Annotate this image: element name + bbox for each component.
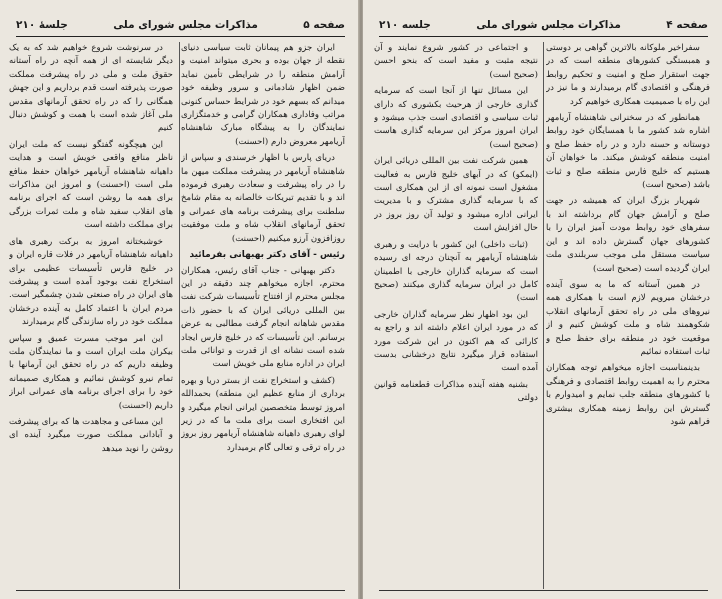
paragraph: دریای پارس با اظهار خرسندی و سپاس از شاهنشاه آریامهر در پیشرفت مملکت میهن ما را در راه پیشرفت و سعادت رهبری فرموده اند و با تقدیم تبریکات خالصانه به مقام شامخ سلطنت برای پیشرفت برنامه های عمرانی و تحقق آرمانهای انقلاب شاه و ملت موفقیت روزافزون آرزو میکنیم (احسنت) bbox=[181, 153, 345, 244]
column-divider bbox=[543, 42, 544, 589]
bottom-rule bbox=[16, 590, 345, 591]
paragraph: در سرنوشت شروع خواهیم شد که به یک دیگر شایسته ای از همه آنچه در راه آستانه حقوق ملت و ملی در راه پیشرفت مملکت صورت پذیرفته است قدم برداریم و این جهش همگانی را که در راه تحقق آرمانهای مقدس ملی آغاز شده است با همت و کوشش دنبال کنیم bbox=[9, 43, 173, 134]
paragraph: بشنیه هفته آینده مذاکرات قطعنامه قوانین دولتی bbox=[374, 379, 538, 404]
paragraph: این امر موجب مسرت عمیق و سپاس بیکران ملت ایران است و ما نمایندگان ملت وظیفه داریم که در راه تحقق این آرمانها با تمام نیرو کوشش نمائیم و همکاری صمیمانه خود را برای اجرای برنامه های عمرانی ابراز داریم (احسنت) bbox=[9, 333, 173, 411]
left-page-session: جلسهٔ ۲۱۰ bbox=[16, 19, 68, 31]
left-page bbox=[0, 0, 359, 599]
left-page-column-left bbox=[9, 42, 173, 591]
paragraph: شهریار بزرگ ایران که همیشه در جهت صلح و آرامش جهان گام برداشته اند با سفرهای خود روابط مودت آمیز ایران را با کشورهای جهان گسترش داده اند و این سیاست مستقل ملی موجب سربلندی ملت ایران گردیده است (صحیح است) bbox=[546, 196, 710, 274]
right-page-header bbox=[379, 14, 708, 37]
paragraph: این مسائل تنها از آنجا است که سرمایه گذاری خارجی از هرحیث بکشوری که دارای ثبات سیاسی و اقتصادی است جذب میشود و ایران امروز مرکز این سرمایه گذاری هاست (صحیح است) bbox=[374, 86, 538, 150]
right-page bbox=[363, 0, 722, 599]
paragraph: (کشف و استخراج نفت از بستر دریا و بهره برداری از منابع عظیم این منطقه) بحمدالله امروز توسط متخصصین ایرانی انجام میگیرد و این افتخاری است برای ملت ما که در زیر لوای رهبری داهیانه شاهنشاه آریامهر روز بروز در راه ترقی و تعالی گام برمیدارد bbox=[181, 375, 345, 453]
left-page-title: مذاکرات مجلس شورای ملی bbox=[113, 19, 258, 31]
paragraph: این بود اظهار نظر سرمایه گذاران خارجی که در مورد ایران اعلام داشته اند و راجع به کارائی که هم اکنون در این شرکت مورد استفاده قرار میگیرد نتایج درخشانی بدست آمده است bbox=[374, 309, 538, 374]
bottom-rule bbox=[379, 590, 708, 591]
paragraph: دکتر بهبهانی - جناب آقای رئیس، همکاران محترم، اجازه میخواهم چند دقیقه در این مجلس محترم از افتتاح تأسیسات شرکت نفت بین المللی دریائی ایران که با حضور ذات مقدس شاهانه انجام گرفت مطالبی به عرض برسانم. این تأسیسات که در خلیج فارس ایجاد شده است نشانه ای از قدرت و توانائی ملت ایران در اداره منابع ملی خویش است bbox=[181, 265, 345, 370]
paragraph: ایران جزو هم پیمانان ثابت سیاسی دنیای نقطه از جهان بوده و بحری میتواند امنیت و آرامش منطقه را در شرایطی تأمین نماید ضمن اظهار شادمانی و سرور وظیفه خود میدانم که بسهم خود در شرایط حساس کنونی مراتب وفاداری همکاران گرامی و خدمتگزاری نمایندگان را به پیشگاه مبارک شاهنشاه آریامهر معروض دارم (احسنت) bbox=[181, 43, 345, 147]
paragraph: این مساعی و مجاهدت ها که برای پیشرفت و آبادانی مملکت صورت میگیرد آینده ای روشن را نوید میدهد bbox=[9, 416, 173, 454]
paragraph: در همین آستانه که ما به سوی آینده درخشان میرویم لازم است با همکاری همه نیروهای ملی در راه تحقق آرمانهای انقلاب شکوهمند شاه و ملت کوشش کنیم و از موقعیت خود در منطقه برای حفظ صلح و ثبات استفاده نمائیم bbox=[546, 279, 710, 357]
left-page-number: صفحه ۵ bbox=[303, 19, 345, 31]
paragraph: همین شرکت نفت بین المللی دریائی ایران (ایمکو) که در آبهای خلیج فارس به فعالیت مشغول است نمونه ای از این همکاری است که با سرمایه گذاری مشترک و با مدیریت ایرانی اداره میشود و تولید آن روز بروز در حال افزایش است bbox=[374, 156, 538, 234]
paragraph: این هیچگونه گفتگو نیست که ملت ایران ناظر منافع واقعی خویش است و هدایت داهیانه شاهنشاه آریامهر خواهان حفظ منافع ملی است (احسنت) و امروز این مذاکرات برای همه ما روشن است که اجرای برنامه های انقلاب سفید شاه و ملت ثمرات بزرگی برای مملکت داشته است bbox=[9, 139, 173, 231]
left-page-column-right bbox=[181, 42, 345, 591]
speaker-line: رئیس - آقای دکتر بهبهانی بفرمائید bbox=[189, 250, 345, 261]
paragraph: همانطور که در سخنرانی شاهنشاه آریامهر اشاره شد کشور ما با همسایگان خود روابط دوستانه و حسنه دارد و در راه حفظ صلح و امنیت منطقه کوشش میکند. ما خواهان آن هستیم که خلیج فارس منطقه صلح و ثبات باشد (صحیح است) bbox=[546, 113, 710, 191]
right-page-column-right bbox=[546, 42, 710, 591]
paragraph: خوشبختانه امروز به برکت رهبری های داهیانه شاهنشاه آریامهر در فلات قاره ایران و در خلیج فارس تأسیسات عظیمی برای استخراج نفت بوجود آمده است و پیشرفت های ایران در راه صنعتی شدن چشمگیر است. مردم ایران با اعتماد کامل به آینده درخشان مملکت خود در راه سازندگی گام برمیدارند bbox=[9, 236, 173, 328]
paragraph: سفراخیر ملوکانه بالاترین گواهی بر دوستی و همبستگی کشورهای منطقه است که در جهت استقرار صلح و امنیت و تحکیم روابط فرهنگی و اقتصادی گام برمیدارند و ما نیز در این راه با صمیمیت همکاری خواهیم کرد bbox=[546, 43, 710, 107]
column-divider bbox=[179, 42, 180, 589]
paragraph: و اجتماعی در کشور شروع نمایند و آن نتیجه مثبت و مفید است که بنحو احسن (صحیح است) bbox=[374, 43, 538, 80]
right-page-session: جلسه ۲۱۰ bbox=[379, 19, 431, 31]
left-page-header bbox=[16, 14, 345, 37]
paragraph: (ثبات داخلی) این کشور با درایت و رهبری شاهنشاه آریامهر به آنچنان درجه ای رسیده است که سرمایه گذاران خارجی با اطمینان کامل در ایران سرمایه گذاری میکنند (صحیح است) bbox=[374, 239, 538, 304]
right-page-column-left bbox=[374, 42, 538, 591]
right-page-title: مذاکرات مجلس شورای ملی bbox=[476, 19, 621, 31]
right-page-number: صفحه ۴ bbox=[666, 19, 708, 31]
paragraph: بدینمناسبت اجازه میخواهم توجه همکاران محترم را به اهمیت روابط اقتصادی و فرهنگی با کشورهای منطقه جلب نمایم و امیدوارم با گسترش این روابط زمینه همکاری بیشتری فراهم شود bbox=[546, 363, 710, 427]
